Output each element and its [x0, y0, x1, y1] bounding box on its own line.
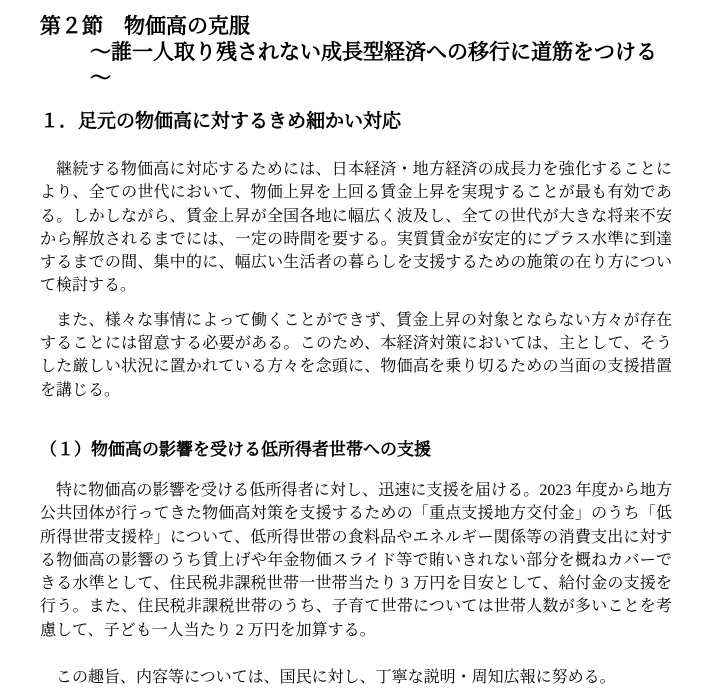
paragraph-low-income-support: 特に物価高の影響を受ける低所得者に対し、迅速に支援を届ける。2023 年度から地方公共団体が行ってきた物価高対策を支援するための「重点支援地方交付金」のうち「低所得世帯支援枠」について、低所得世帯の食料品やエネルギー関係等の消費支出に対する物価高の影響のうち賃上げや年金物価スライド等で賄いきれない部分を概ねカバーできる水準として、住民税非課税世帯一世帯当たり 3 万円を目安として、給付金の支援を行う。また、住民税非課税世帯のうち、子育て世帯については世帯人数が多いことを考慮して、子ども一人当たり 2 万円を加算する。: [40, 481, 672, 639]
paragraph-support-measures: また、様々な事情によって働くことができず、賃金上昇の対象とならない方々が存在することには留意する必要がある。このため、本経済対策においては、主として、そうした厳しい状況に置かれている方々を念頭に、物価高を乗り切るための当面の支援措置を講じる。: [40, 311, 672, 399]
paragraph-price-response: 継続する物価高に対応するためには、日本経済・地方経済の成長力を強化することにより、全ての世代において、物価上昇を上回る賃金上昇を実現することが最も有効である。しかしながら、賃金上昇が全国各地に幅広く波及し、全ての世代が大きな将来不安から解放されるまでには、一定の時間を要する。実質賃金が安定的にプラス水準に到達するまでの間、集中的に、幅広い生活者の暮らしを支援するための施策の在り方について検討する。: [40, 161, 672, 295]
subsection-heading: （１）物価高の影響を受ける低所得者世帯への支援: [40, 439, 431, 459]
chapter-heading: １．足元の物価高に対するきめ細かい対応: [40, 111, 402, 132]
section-title: 第２節 物価高の克服: [40, 15, 250, 38]
section-subtitle: ～誰一人取り残されない成長型経済への移行に道筋をつける～: [90, 41, 657, 90]
paragraph-public-relations: この趣旨、内容等については、国民に対し、丁寧な説明・周知広報に努める。: [56, 669, 616, 687]
